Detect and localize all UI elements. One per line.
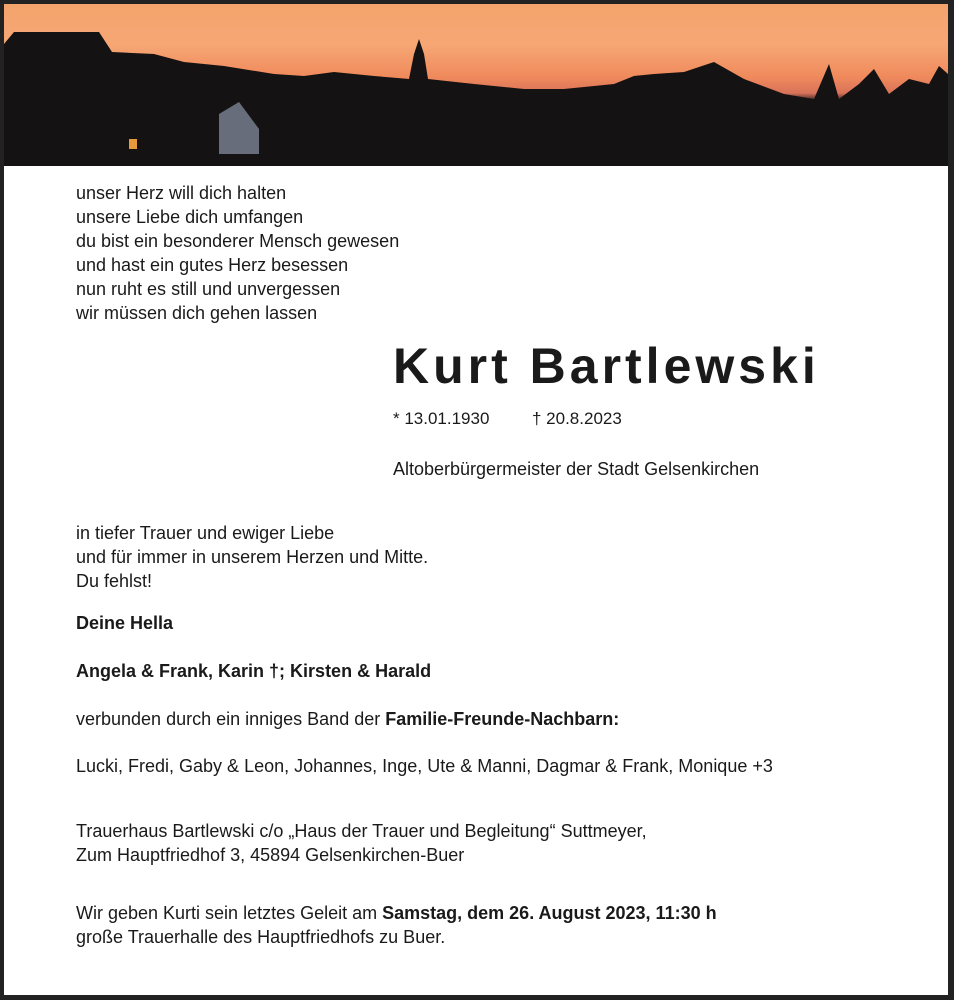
- message-line: in tiefer Trauer und ewiger Liebe: [76, 523, 335, 543]
- poem-line: und hast ein gutes Herz besessen: [76, 255, 349, 275]
- poem-line: du bist ein besonderer Mensch gewesen: [76, 231, 400, 251]
- poem-line: nun ruht es still und unvergessen: [76, 279, 341, 299]
- address: [76, 819, 647, 867]
- message-line: Du fehlst!: [76, 571, 153, 591]
- message-line: und für immer in unserem Herzen und Mitte.: [76, 547, 429, 567]
- funeral-date-line: [76, 901, 717, 925]
- address-line: Zum Hauptfriedhof 3, 45894 Gelsenkirchen-Buer: [76, 845, 465, 865]
- bond-line: [76, 707, 619, 731]
- death-date: † 20.8.2023: [532, 409, 622, 428]
- funeral-info: [76, 901, 717, 949]
- spouse-signature: Deine Hella: [76, 613, 174, 633]
- birth-date: * 13.01.1930: [393, 409, 490, 428]
- address-line: Trauerhaus Bartlewski c/o „Haus der Trauer und Begleitung“ Suttmeyer,: [76, 821, 647, 841]
- friends-list: Lucki, Fredi, Gaby & Leon, Johannes, Inge, Ute & Manni, Dagmar & Frank, Monique +3: [76, 756, 773, 776]
- funeral-prefix: Wir geben Kurti sein letztes Geleit am: [76, 903, 383, 923]
- obituary-page: [4, 4, 948, 995]
- poem-line: wir müssen dich gehen lassen: [76, 303, 318, 323]
- family-signature: Angela & Frank, Karin †; Kirsten & Harald: [76, 661, 432, 681]
- poem-line: unser Herz will dich halten: [76, 183, 287, 203]
- bond-prefix: verbunden durch ein inniges Band der: [76, 709, 386, 729]
- sunset-skyline-photo: [4, 4, 948, 166]
- poem: [76, 181, 399, 325]
- message: [76, 521, 428, 593]
- bond-bold: Familie-Freunde-Nachbarn:: [385, 709, 620, 729]
- deceased-name: Kurt Bartlewski: [393, 338, 820, 394]
- funeral-location: große Trauerhalle des Hauptfriedhofs zu Buer.: [76, 927, 446, 947]
- poem-line: unsere Liebe dich umfangen: [76, 207, 304, 227]
- deceased-title: Altoberbürgermeister der Stadt Gelsenkirchen: [393, 459, 760, 479]
- funeral-date: Samstag, dem 26. August 2023, 11:30 h: [382, 903, 717, 923]
